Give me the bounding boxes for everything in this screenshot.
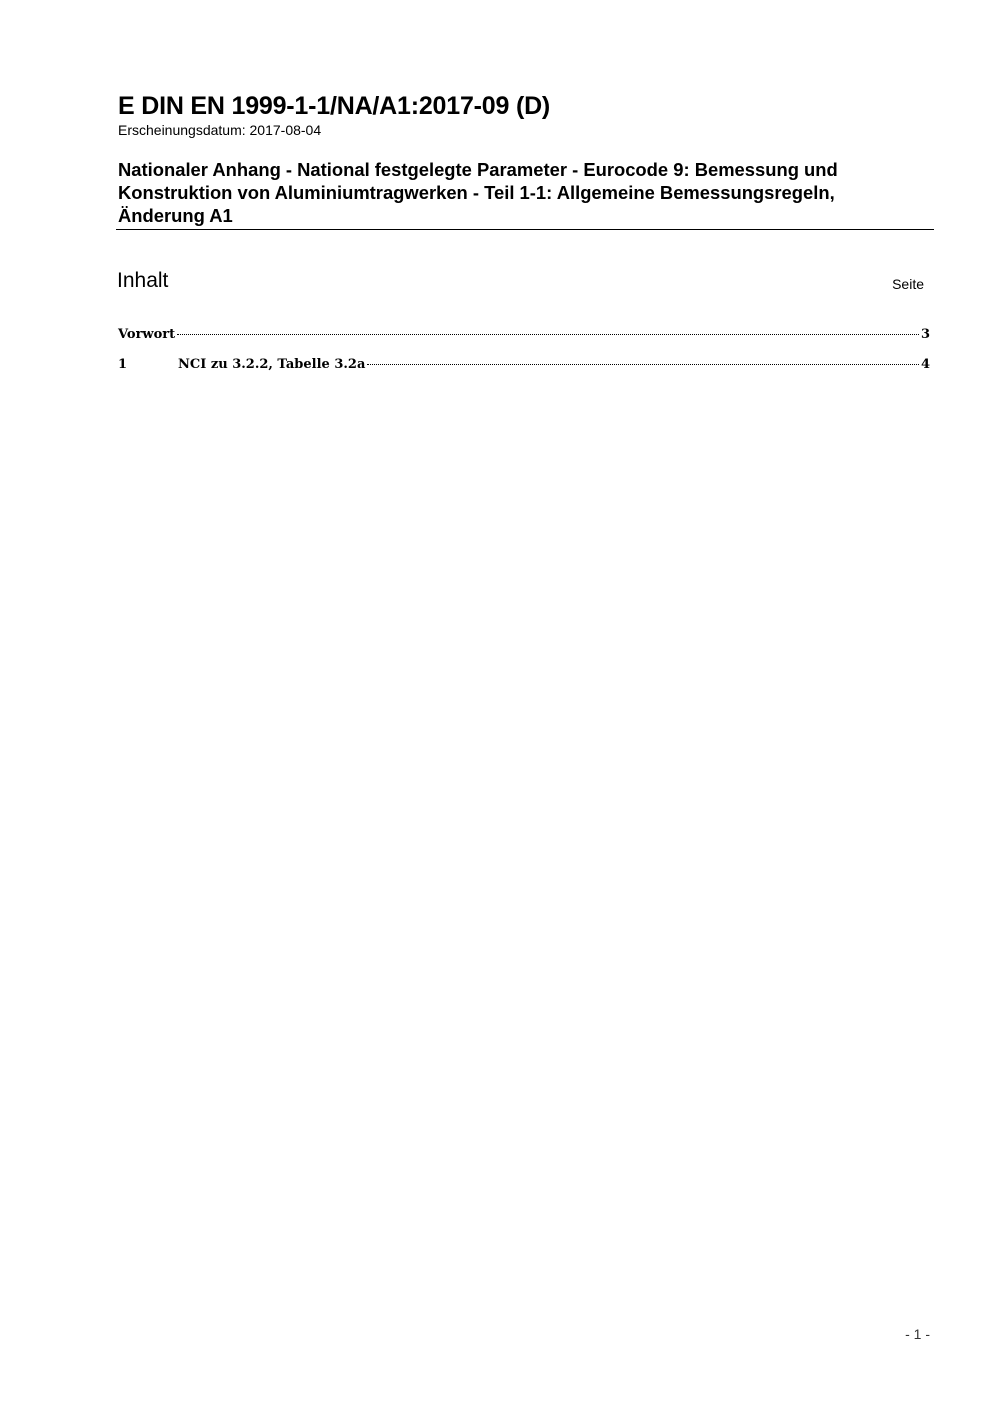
- toc-entry-label: Vorwort: [118, 327, 176, 342]
- document-title-line: Nationaler Anhang - National festgelegte Parameter - Eurocode 9: Bemessung und: [118, 159, 838, 180]
- toc-heading: Inhalt: [117, 269, 169, 292]
- publication-date: Erscheinungsdatum: 2017-08-04: [118, 122, 322, 138]
- toc-entry-section-1[interactable]: [118, 355, 930, 375]
- document-title: [118, 158, 928, 227]
- toc-entry-page: 4: [920, 357, 930, 372]
- document-title-line: Konstruktion von Aluminiumtragwerken - Teil 1-1: Allgemeine Bemessungsregeln,: [118, 182, 835, 203]
- toc-entry-page: 3: [920, 327, 930, 342]
- toc-entry-number: 1: [118, 357, 128, 372]
- toc-page-column-label: Seite: [892, 276, 924, 292]
- toc-entry-vorwort[interactable]: [118, 325, 930, 345]
- toc-dot-leader: [367, 363, 919, 365]
- page-number: - 1 -: [905, 1326, 930, 1342]
- toc-dot-leader: [177, 333, 919, 335]
- document-title-line: Änderung A1: [118, 205, 233, 226]
- toc-entry-label: NCI zu 3.2.2, Tabelle 3.2a: [178, 357, 366, 372]
- title-divider: [116, 229, 934, 230]
- document-identifier: E DIN EN 1999-1-1/NA/A1:2017-09 (D): [118, 92, 551, 120]
